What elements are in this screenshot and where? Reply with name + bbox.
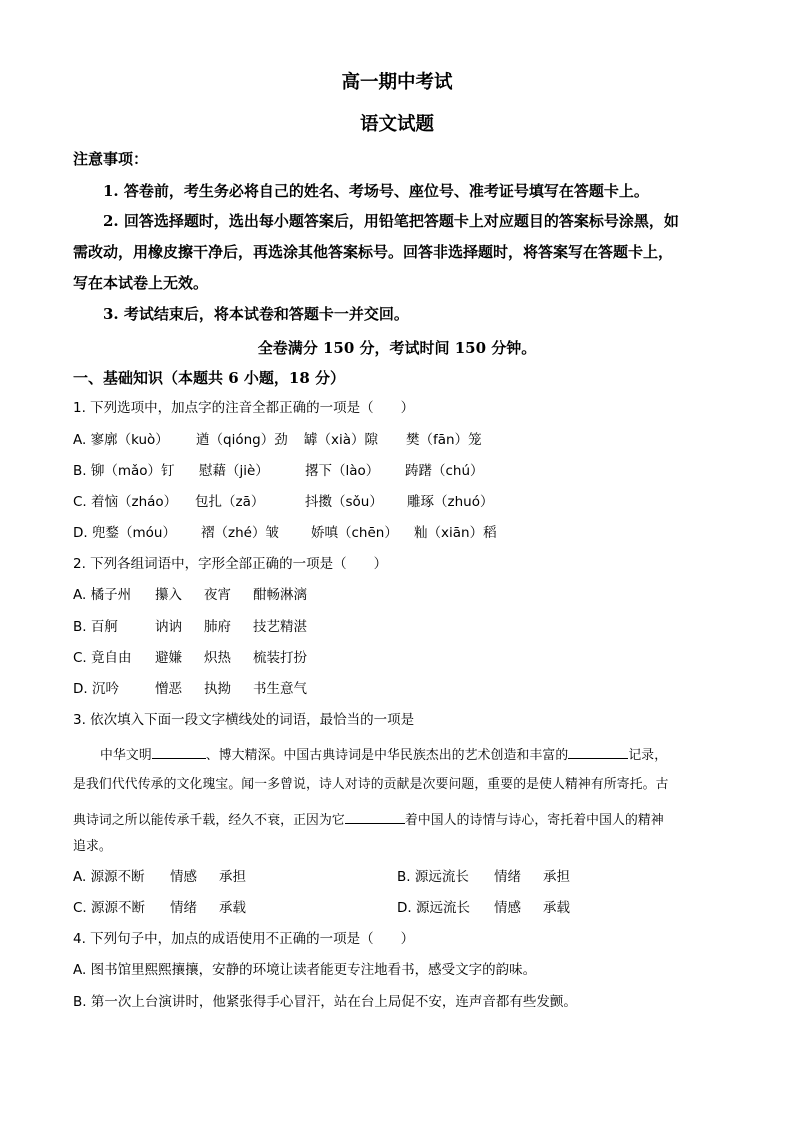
q3-blank-3 — [345, 811, 405, 824]
notice-heading: 注意事项： — [73, 150, 149, 168]
q1-stem: 1. 下列选项中，加点字的注音全都正确的一项是（ ） — [73, 400, 415, 416]
q2-stem: 2. 下列各组词语中，字形全部正确的一项是（ ） — [73, 556, 388, 572]
q3-passage-line-3: 典诗词之所以能传承千载，经久不衰，正因为它 着中国人的诗情与诗心，寄托着中国人的精神 — [73, 813, 664, 828]
notice-item-2-line-2: 需改动，用橡皮擦干净后，再选涂其他答案标号。回答非选择题时，将答案写在答题卡上， — [73, 243, 674, 261]
q3-passage-line-4: 追求。 — [73, 839, 112, 854]
q3-blank-1 — [152, 746, 206, 759]
notice-item-2-line-3: 写在本试卷上无效。 — [73, 274, 209, 292]
q3-stem: 3. 依次填入下面一段文字横线处的词语，最恰当的一项是 — [73, 712, 415, 728]
notice-item-1: 1. 答卷前，考生务必将自己的姓名、考场号、座位号、准考证号填写在答题卡上。 — [103, 182, 649, 200]
q4-option-a: A. 图书馆里熙熙攘攘，安静的环境让读者能更专注地看书，感受文字的韵味。 — [73, 962, 537, 978]
score-time-note: 全卷满分 150 分，考试时间 150 分钟。 — [257, 339, 537, 357]
q4-option-b: B. 第一次上台演讲时，他紧张得手心冒汗，站在台上局促不安，连声音都有些发颤。 — [73, 994, 577, 1010]
q3-passage-line-2: 是我们代代传承的文化瑰宝。闻一多曾说，诗人对诗的贡献是次要问题，重要的是使人精神有所寄托。古 — [73, 777, 669, 792]
section-1-heading: 一、基础知识（本题共 6 小题，18 分） — [73, 369, 345, 387]
q3-blank-2 — [568, 746, 628, 759]
exam-subject: 语文试题 — [359, 114, 434, 135]
q3-passage-line-1: 中华文明 、博大精深。中国古典诗词是中华民族杰出的艺术创造和丰富的 记录， — [100, 748, 668, 763]
notice-item-2-line-1: 2. 回答选择题时，选出每小题答案后，用铅笔把答题卡上对应题目的答案标号涂黑，如 — [103, 212, 679, 230]
exam-page: 高一期中考试 语文试题 注意事项： 1. 答卷前，考生务必将自己的姓名、考场号、座位号、准考证号填写在答题卡上。 2. 回答选择题时，选出每小题答案后，用铅笔把答题卡上对应题目的答案标号涂黑，如 需改动，用橡皮擦干净后，再选涂其他答案标号。回答非选择题时，将答案写在答题卡上， 写在本试卷上无效。 3. 考试结束后，将本试卷和答题卡一并交回。 全卷满分 150 分，考试时间 150 分钟。 一、基础知识（本题共 6 小题，18 分） 1. 下列选项中，加点字的注音全都正确的一项是（ ） A. 寥廓（kuò） 遒（qióng）劲 罅（xià）隙 樊（fān）笼 B. 铆（mǎo）钉 慰藉（jiè） 撂下（lào） 踌躇（chú） C. 着恼（zháo） 包扎（zā） 抖擞（sǒu） 雕琢（zhuó） D. 兜鍪（móu） 褶（zhé）皱 娇嗔（chēn） 籼（xiān）稻 2. 下列各组词语中，字形全部正确的一项是（ ） A. 橘子州 攥入 夜宵 酣畅淋漓 B. 百舸 讷讷 肺府 技艺精湛 C. 竟自由 避嫌 炽热 梳装打扮 D. 沉吟 憎恶 执拗 书生意气 3. 依次填入下面一段文字横线处的词语，最恰当的一项是 中华文明 、博大精深。中国古典诗词是中华民族杰出的艺术创造和丰富的 记录， 是我们代代传承的文化瑰宝。闻一多曾说，诗人对诗的贡献是次要问题，重要的是使人精神有所寄托。古 典诗词之所以能传承千载，经久不衰，正因为它 着中国人的诗情与诗心，寄托着中国人的精神 追求。 A. 源源不断 情感 承担 B. 源远流长 情绪 承担 C. 源源不断 情绪 承载 D. 源远流长 情感 承载 4. 下列句子中，加点的成语使用不正确的一项是（ ） A. 图书馆里熙熙攘攘，安静的环境让读者能更专注地看书，感受文字的韵味。 B. 第一次上台演讲时，他紧张得手心冒汗，站在台上局促不安，连声音都有些发颤。 — [0, 0, 794, 1123]
q4-stem: 4. 下列句子中，加点的成语使用不正确的一项是（ ） — [73, 931, 415, 947]
notice-item-3: 3. 考试结束后，将本试卷和答题卡一并交回。 — [103, 305, 409, 323]
exam-title: 高一期中考试 — [341, 72, 453, 93]
